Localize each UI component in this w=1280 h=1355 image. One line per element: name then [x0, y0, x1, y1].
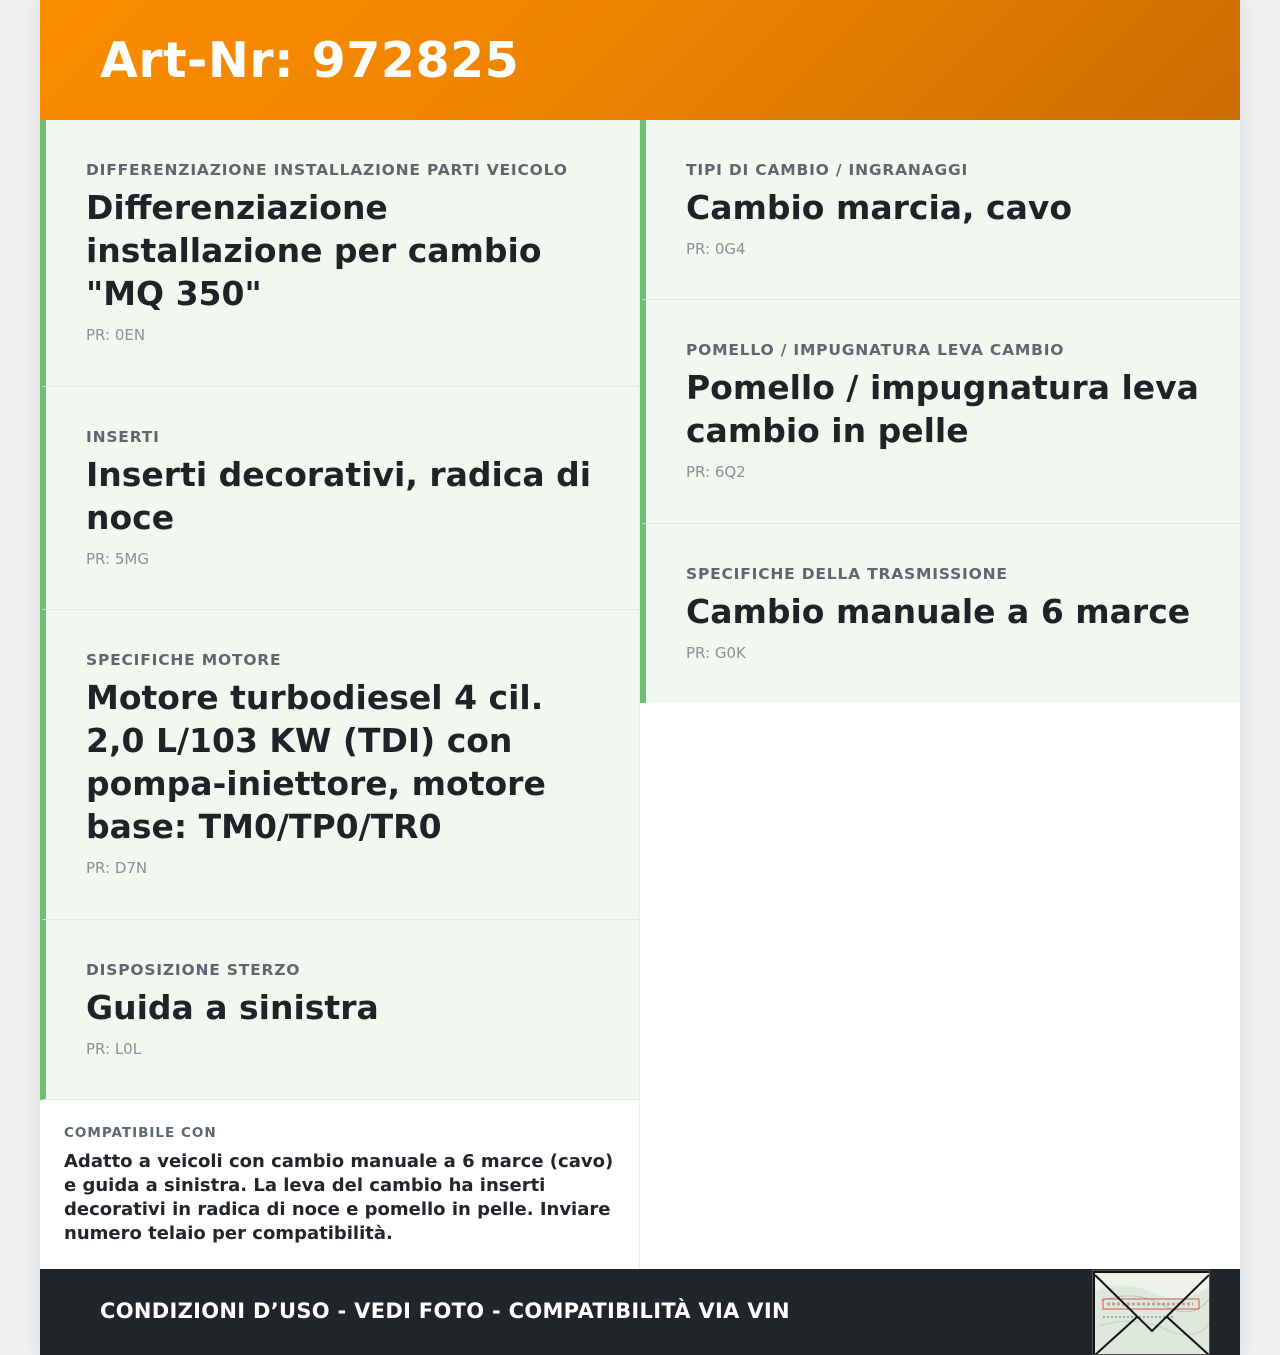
left-column — [40, 120, 640, 1269]
article-number-title: Art-Nr: 972825 — [100, 31, 520, 89]
compatibility-label: COMPATIBILE CON — [64, 1125, 217, 1141]
feature-card — [640, 524, 1240, 703]
feature-card — [40, 120, 639, 387]
card-category: SPECIFICHE MOTORE — [86, 651, 282, 669]
feature-columns — [40, 120, 1240, 1269]
card-title: Guida a sinistra — [86, 988, 379, 1027]
header-bar — [40, 0, 1240, 120]
card-title: Inserti decorativi, radica di noce — [86, 455, 592, 537]
card-title: Motore turbodiesel 4 cil. 2,0 L/103 KW (TDI) con pompa-iniettore, motore base: TM0/TP0/TR0 — [86, 678, 546, 846]
right-column — [640, 120, 1240, 703]
card-category: INSERTI — [86, 428, 160, 446]
card-pr-code: PR: 5MG — [86, 550, 149, 568]
feature-card — [40, 920, 639, 1100]
card-pr-code: PR: L0L — [86, 1040, 142, 1058]
card-category: DIFFERENZIAZIONE INSTALLAZIONE PARTI VEICOLO — [86, 161, 568, 179]
card-category: TIPI DI CAMBIO / INGRANAGGI — [686, 161, 969, 179]
envelope-stamp-icon[interactable] — [1092, 1270, 1210, 1355]
feature-card — [640, 120, 1240, 300]
card-pr-code: PR: D7N — [86, 859, 148, 877]
card-title: Cambio marcia, cavo — [686, 188, 1073, 227]
compatibility-text: Adatto a veicoli con cambio manuale a 6 marce (cavo) e guida a sinistra. La leva del cambio ha inserti decorativi in radica di noce e pomello in pelle. Inviare numero telaio per compatibilità. — [64, 1151, 614, 1244]
card-pr-code: PR: 0G4 — [686, 240, 746, 258]
card-title: Differenziazione installazione per cambio "MQ 350" — [86, 188, 542, 313]
feature-card — [40, 610, 639, 920]
feature-card — [40, 387, 639, 610]
card-title: Pomello / impugnatura leva cambio in pelle — [686, 368, 1199, 450]
card-category: SPECIFICHE DELLA TRASMISSIONE — [686, 565, 1008, 583]
card-category: POMELLO / IMPUGNATURA LEVA CAMBIO — [686, 341, 1065, 359]
footer-terms-text: CONDIZIONI D’USO - VEDI FOTO - COMPATIBILITÀ VIA VIN — [100, 1299, 790, 1323]
feature-card — [640, 300, 1240, 524]
envelope-stamp-graphic — [1093, 1271, 1210, 1355]
footer-bar — [40, 1269, 1240, 1355]
card-pr-code: PR: 6Q2 — [686, 463, 746, 481]
card-pr-code: PR: G0K — [686, 644, 746, 662]
product-sheet — [40, 0, 1240, 1355]
card-title: Cambio manuale a 6 marce — [686, 592, 1191, 631]
card-category: DISPOSIZIONE STERZO — [86, 961, 301, 979]
card-pr-code: PR: 0EN — [86, 326, 146, 344]
compatibility-section — [64, 1124, 624, 1246]
